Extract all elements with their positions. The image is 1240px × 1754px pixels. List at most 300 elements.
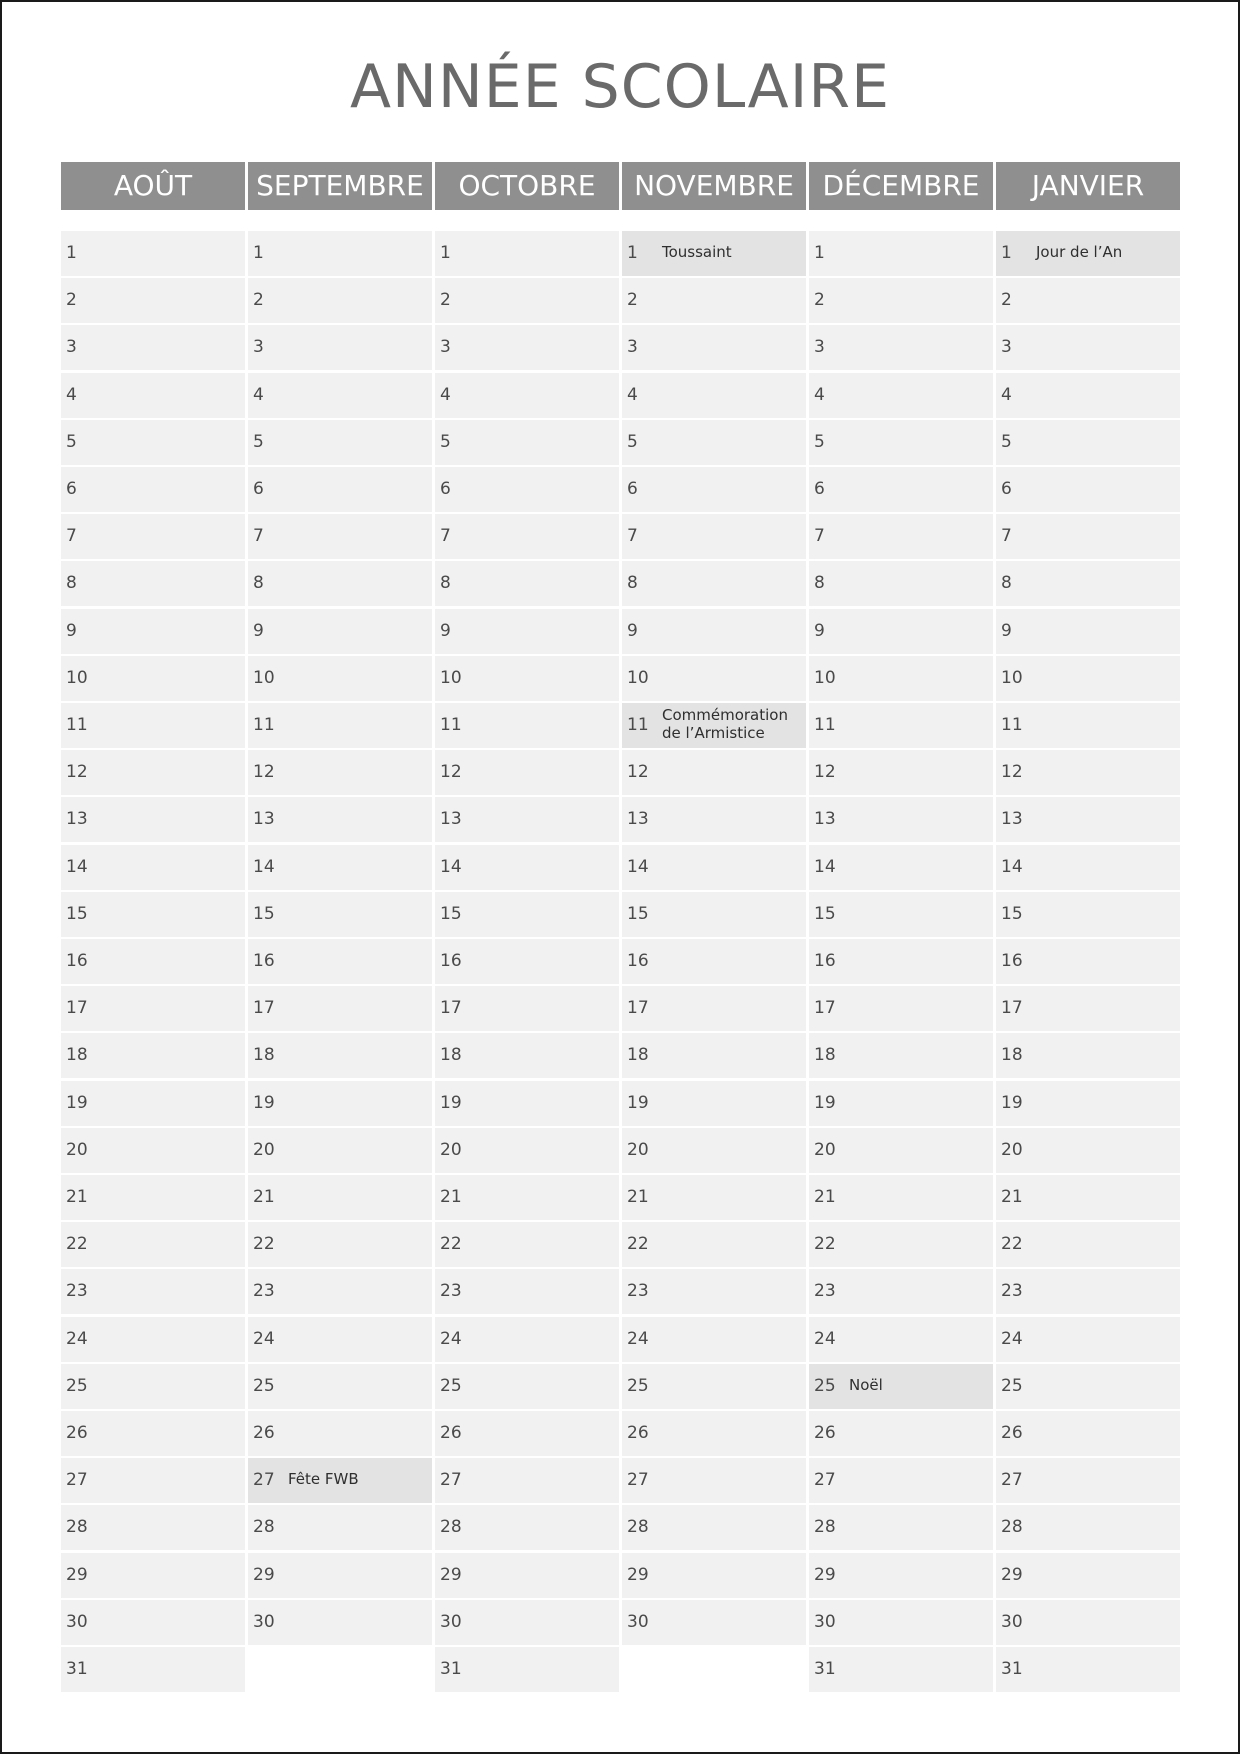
day-row [996, 325, 1180, 370]
day-row [61, 1553, 245, 1598]
day-number: 17 [814, 998, 836, 1018]
day-row [61, 1364, 245, 1409]
day-number: 4 [253, 385, 264, 405]
holiday-label: Fête FWB [288, 1470, 359, 1488]
day-number: 10 [440, 668, 462, 688]
day-number: 20 [253, 1140, 275, 1160]
day-number: 31 [66, 1659, 88, 1679]
day-number: 30 [627, 1612, 649, 1632]
day-row [248, 892, 432, 937]
day-row [61, 467, 245, 512]
month-column-2 [435, 162, 619, 1679]
day-number: 20 [66, 1140, 88, 1160]
school-year-calendar [61, 162, 1181, 1692]
day-row [435, 797, 619, 842]
day-number: 21 [440, 1187, 462, 1207]
day-row [435, 939, 619, 984]
day-row [61, 1505, 245, 1550]
day-number: 19 [440, 1093, 462, 1113]
holiday-label: Toussaint [662, 243, 732, 261]
day-number: 5 [627, 432, 638, 452]
day-row [622, 656, 806, 701]
day-number: 1 [440, 243, 451, 263]
day-number: 19 [66, 1093, 88, 1113]
day-row [435, 1600, 619, 1645]
day-number: 21 [627, 1187, 649, 1207]
day-row [622, 797, 806, 842]
day-number: 13 [66, 809, 88, 829]
day-number: 1 [66, 243, 77, 263]
day-row [248, 1364, 432, 1409]
day-number: 4 [66, 385, 77, 405]
day-number: 27 [1001, 1470, 1023, 1490]
day-number: 21 [1001, 1187, 1023, 1207]
day-number: 15 [814, 904, 836, 924]
day-number: 17 [627, 998, 649, 1018]
day-row [435, 1222, 619, 1267]
day-number: 10 [66, 668, 88, 688]
day-row [435, 373, 619, 418]
day-row [809, 373, 993, 418]
day-row [622, 467, 806, 512]
day-number: 14 [253, 857, 275, 877]
day-row [61, 656, 245, 701]
holiday-day-row [809, 1364, 993, 1409]
day-number: 19 [1001, 1093, 1023, 1113]
day-number: 24 [440, 1329, 462, 1349]
day-number: 7 [627, 526, 638, 546]
day-row [61, 1317, 245, 1362]
month-header: SEPTEMBRE [248, 162, 432, 210]
day-row [61, 514, 245, 559]
day-number: 27 [66, 1470, 88, 1490]
day-row [622, 1033, 806, 1078]
day-number: 11 [66, 715, 88, 735]
day-number: 13 [627, 809, 649, 829]
day-row [248, 750, 432, 795]
day-row [61, 1033, 245, 1078]
day-number: 1 [627, 243, 638, 263]
day-row [248, 1505, 432, 1550]
day-number: 16 [1001, 951, 1023, 971]
day-row [248, 1033, 432, 1078]
day-row [435, 1081, 619, 1126]
day-number: 15 [627, 904, 649, 924]
day-number: 18 [440, 1045, 462, 1065]
holiday-label: Noël [849, 1376, 883, 1394]
day-number: 7 [66, 526, 77, 546]
day-row [248, 1317, 432, 1362]
day-number: 20 [627, 1140, 649, 1160]
day-number: 22 [814, 1234, 836, 1254]
day-row [435, 703, 619, 748]
day-number: 18 [253, 1045, 275, 1065]
day-row [996, 1269, 1180, 1314]
day-row [435, 1033, 619, 1078]
day-row [622, 750, 806, 795]
month-header: DÉCEMBRE [809, 162, 993, 210]
day-number: 31 [440, 1659, 462, 1679]
day-number: 15 [253, 904, 275, 924]
day-row [622, 1411, 806, 1456]
day-row [61, 939, 245, 984]
day-row [61, 797, 245, 842]
day-row [622, 1317, 806, 1362]
day-number: 3 [814, 337, 825, 357]
day-number: 13 [440, 809, 462, 829]
day-number: 16 [66, 951, 88, 971]
day-number: 19 [253, 1093, 275, 1113]
day-number: 30 [814, 1612, 836, 1632]
day-row [435, 845, 619, 890]
holiday-label: Commémoration de l’Armistice [662, 706, 788, 742]
day-number: 13 [1001, 809, 1023, 829]
day-row [809, 609, 993, 654]
day-number: 12 [440, 762, 462, 782]
day-row [809, 845, 993, 890]
month-header: AOÛT [61, 162, 245, 210]
day-number: 21 [814, 1187, 836, 1207]
day-row [996, 420, 1180, 465]
day-number: 2 [814, 290, 825, 310]
day-row [435, 420, 619, 465]
day-row [248, 797, 432, 842]
month-column-3 [622, 162, 806, 1632]
day-row [622, 1553, 806, 1598]
day-row [809, 750, 993, 795]
day-row [996, 939, 1180, 984]
day-number: 13 [253, 809, 275, 829]
day-number: 19 [814, 1093, 836, 1113]
day-number: 24 [814, 1329, 836, 1349]
day-row [996, 609, 1180, 654]
month-column-0 [61, 162, 245, 1679]
day-number: 26 [253, 1423, 275, 1443]
day-row [248, 609, 432, 654]
day-number: 8 [627, 573, 638, 593]
day-row [622, 845, 806, 890]
day-row [435, 892, 619, 937]
day-row [61, 750, 245, 795]
day-number: 28 [253, 1517, 275, 1537]
day-row [809, 1600, 993, 1645]
day-number: 8 [253, 573, 264, 593]
day-row [996, 1553, 1180, 1598]
day-number: 11 [814, 715, 836, 735]
day-number: 25 [627, 1376, 649, 1396]
day-number: 24 [1001, 1329, 1023, 1349]
day-row [248, 420, 432, 465]
day-number: 8 [1001, 573, 1012, 593]
day-number: 3 [66, 337, 77, 357]
day-number: 14 [440, 857, 462, 877]
day-row [435, 1411, 619, 1456]
day-row [996, 1411, 1180, 1456]
day-number: 9 [253, 621, 264, 641]
day-row [61, 278, 245, 323]
day-number: 29 [627, 1565, 649, 1585]
day-number: 16 [814, 951, 836, 971]
day-row [435, 1553, 619, 1598]
day-number: 27 [814, 1470, 836, 1490]
day-row [622, 1364, 806, 1409]
day-row [435, 278, 619, 323]
day-number: 11 [627, 715, 649, 735]
day-row [809, 1647, 993, 1692]
day-number: 22 [253, 1234, 275, 1254]
day-number: 7 [1001, 526, 1012, 546]
day-number: 26 [1001, 1423, 1023, 1443]
day-number: 18 [66, 1045, 88, 1065]
day-row [435, 1269, 619, 1314]
day-number: 22 [627, 1234, 649, 1254]
day-number: 7 [253, 526, 264, 546]
day-number: 3 [627, 337, 638, 357]
day-number: 9 [1001, 621, 1012, 641]
day-row [622, 609, 806, 654]
day-row [248, 325, 432, 370]
day-number: 23 [814, 1281, 836, 1301]
day-row [996, 1647, 1180, 1692]
day-row [622, 561, 806, 606]
day-number: 27 [440, 1470, 462, 1490]
day-number: 30 [440, 1612, 462, 1632]
day-number: 28 [814, 1517, 836, 1537]
day-number: 9 [440, 621, 451, 641]
day-row [809, 939, 993, 984]
day-number: 2 [66, 290, 77, 310]
day-number: 2 [253, 290, 264, 310]
day-row [809, 231, 993, 276]
day-number: 9 [627, 621, 638, 641]
day-number: 5 [66, 432, 77, 452]
day-row [248, 561, 432, 606]
day-number: 21 [253, 1187, 275, 1207]
day-row [996, 514, 1180, 559]
day-row [435, 325, 619, 370]
day-number: 10 [814, 668, 836, 688]
day-number: 2 [440, 290, 451, 310]
day-row [248, 1081, 432, 1126]
day-row [435, 467, 619, 512]
day-number: 8 [814, 573, 825, 593]
day-row [809, 1269, 993, 1314]
day-row [809, 1081, 993, 1126]
day-row [622, 373, 806, 418]
day-row [61, 1175, 245, 1220]
day-number: 28 [627, 1517, 649, 1537]
day-number: 9 [814, 621, 825, 641]
day-number: 9 [66, 621, 77, 641]
day-row [435, 1364, 619, 1409]
day-row [809, 892, 993, 937]
day-number: 23 [253, 1281, 275, 1301]
day-row [809, 514, 993, 559]
day-number: 4 [1001, 385, 1012, 405]
day-row [435, 1458, 619, 1503]
day-number: 6 [814, 479, 825, 499]
day-row [809, 1222, 993, 1267]
day-row [435, 1317, 619, 1362]
day-number: 31 [1001, 1659, 1023, 1679]
day-number: 20 [440, 1140, 462, 1160]
holiday-day-row [248, 1458, 432, 1503]
day-row [809, 1458, 993, 1503]
day-number: 8 [66, 573, 77, 593]
day-number: 7 [814, 526, 825, 546]
day-number: 31 [814, 1659, 836, 1679]
month-header: JANVIER [996, 162, 1180, 210]
day-number: 5 [1001, 432, 1012, 452]
holiday-day-row [622, 703, 806, 748]
day-row [248, 1553, 432, 1598]
day-row [996, 1128, 1180, 1173]
day-number: 18 [814, 1045, 836, 1065]
day-row [622, 892, 806, 937]
day-number: 15 [1001, 904, 1023, 924]
day-row [248, 1222, 432, 1267]
day-number: 29 [253, 1565, 275, 1585]
day-row [61, 1269, 245, 1314]
day-number: 17 [66, 998, 88, 1018]
day-row [996, 1081, 1180, 1126]
day-number: 3 [440, 337, 451, 357]
day-number: 29 [66, 1565, 88, 1585]
day-number: 26 [66, 1423, 88, 1443]
day-number: 11 [253, 715, 275, 735]
day-row [996, 467, 1180, 512]
day-number: 15 [66, 904, 88, 924]
day-row [996, 1033, 1180, 1078]
day-row [809, 1033, 993, 1078]
holiday-label: Jour de l’An [1036, 243, 1123, 261]
day-number: 10 [1001, 668, 1023, 688]
day-row [996, 1175, 1180, 1220]
day-row [248, 939, 432, 984]
day-row [61, 1081, 245, 1126]
day-row [435, 986, 619, 1031]
day-row [809, 1175, 993, 1220]
day-number: 26 [440, 1423, 462, 1443]
day-row [61, 845, 245, 890]
day-row [809, 278, 993, 323]
day-number: 1 [814, 243, 825, 263]
day-number: 23 [627, 1281, 649, 1301]
day-number: 28 [1001, 1517, 1023, 1537]
day-row [996, 703, 1180, 748]
day-number: 14 [814, 857, 836, 877]
day-number: 2 [1001, 290, 1012, 310]
day-row [809, 1128, 993, 1173]
day-row [622, 1458, 806, 1503]
day-row [61, 1222, 245, 1267]
day-row [248, 1175, 432, 1220]
day-row [809, 703, 993, 748]
day-row [622, 1128, 806, 1173]
day-row [996, 373, 1180, 418]
day-row [809, 1317, 993, 1362]
day-number: 6 [627, 479, 638, 499]
holiday-day-row [622, 231, 806, 276]
day-row [622, 325, 806, 370]
day-row [996, 1222, 1180, 1267]
day-row [996, 1364, 1180, 1409]
day-number: 22 [66, 1234, 88, 1254]
month-header: NOVEMBRE [622, 162, 806, 210]
day-number: 27 [253, 1470, 275, 1490]
day-row [248, 1600, 432, 1645]
day-row [248, 656, 432, 701]
day-row [809, 325, 993, 370]
day-number: 6 [1001, 479, 1012, 499]
day-row [622, 1269, 806, 1314]
day-row [248, 1411, 432, 1456]
day-row [435, 609, 619, 654]
day-row [622, 1600, 806, 1645]
day-row [622, 1081, 806, 1126]
day-row [809, 797, 993, 842]
month-column-5 [996, 162, 1180, 1679]
day-number: 16 [627, 951, 649, 971]
page-title: ANNÉE SCOLAIRE [349, 52, 891, 122]
day-number: 11 [440, 715, 462, 735]
day-number: 15 [440, 904, 462, 924]
day-row [248, 1269, 432, 1314]
day-number: 14 [1001, 857, 1023, 877]
day-row [248, 845, 432, 890]
day-number: 16 [253, 951, 275, 971]
day-row [435, 1175, 619, 1220]
day-number: 19 [627, 1093, 649, 1113]
day-row [61, 561, 245, 606]
day-row [622, 278, 806, 323]
day-row [996, 561, 1180, 606]
day-number: 22 [1001, 1234, 1023, 1254]
day-row [435, 656, 619, 701]
day-number: 11 [1001, 715, 1023, 735]
day-number: 6 [66, 479, 77, 499]
day-number: 12 [814, 762, 836, 782]
day-row [622, 939, 806, 984]
day-row [61, 231, 245, 276]
day-row [61, 892, 245, 937]
day-number: 29 [1001, 1565, 1023, 1585]
day-number: 4 [440, 385, 451, 405]
day-number: 5 [440, 432, 451, 452]
day-number: 12 [253, 762, 275, 782]
day-number: 7 [440, 526, 451, 546]
day-row [61, 703, 245, 748]
day-number: 18 [627, 1045, 649, 1065]
day-number: 27 [627, 1470, 649, 1490]
day-number: 29 [440, 1565, 462, 1585]
day-number: 24 [253, 1329, 275, 1349]
day-number: 8 [440, 573, 451, 593]
day-number: 25 [814, 1376, 836, 1396]
day-number: 12 [1001, 762, 1023, 782]
day-row [809, 1553, 993, 1598]
day-row [435, 1505, 619, 1550]
day-row [622, 420, 806, 465]
day-number: 3 [253, 337, 264, 357]
day-row [248, 986, 432, 1031]
day-number: 1 [253, 243, 264, 263]
day-row [809, 656, 993, 701]
day-number: 10 [627, 668, 649, 688]
day-row [996, 1505, 1180, 1550]
day-row [996, 656, 1180, 701]
day-row [996, 750, 1180, 795]
